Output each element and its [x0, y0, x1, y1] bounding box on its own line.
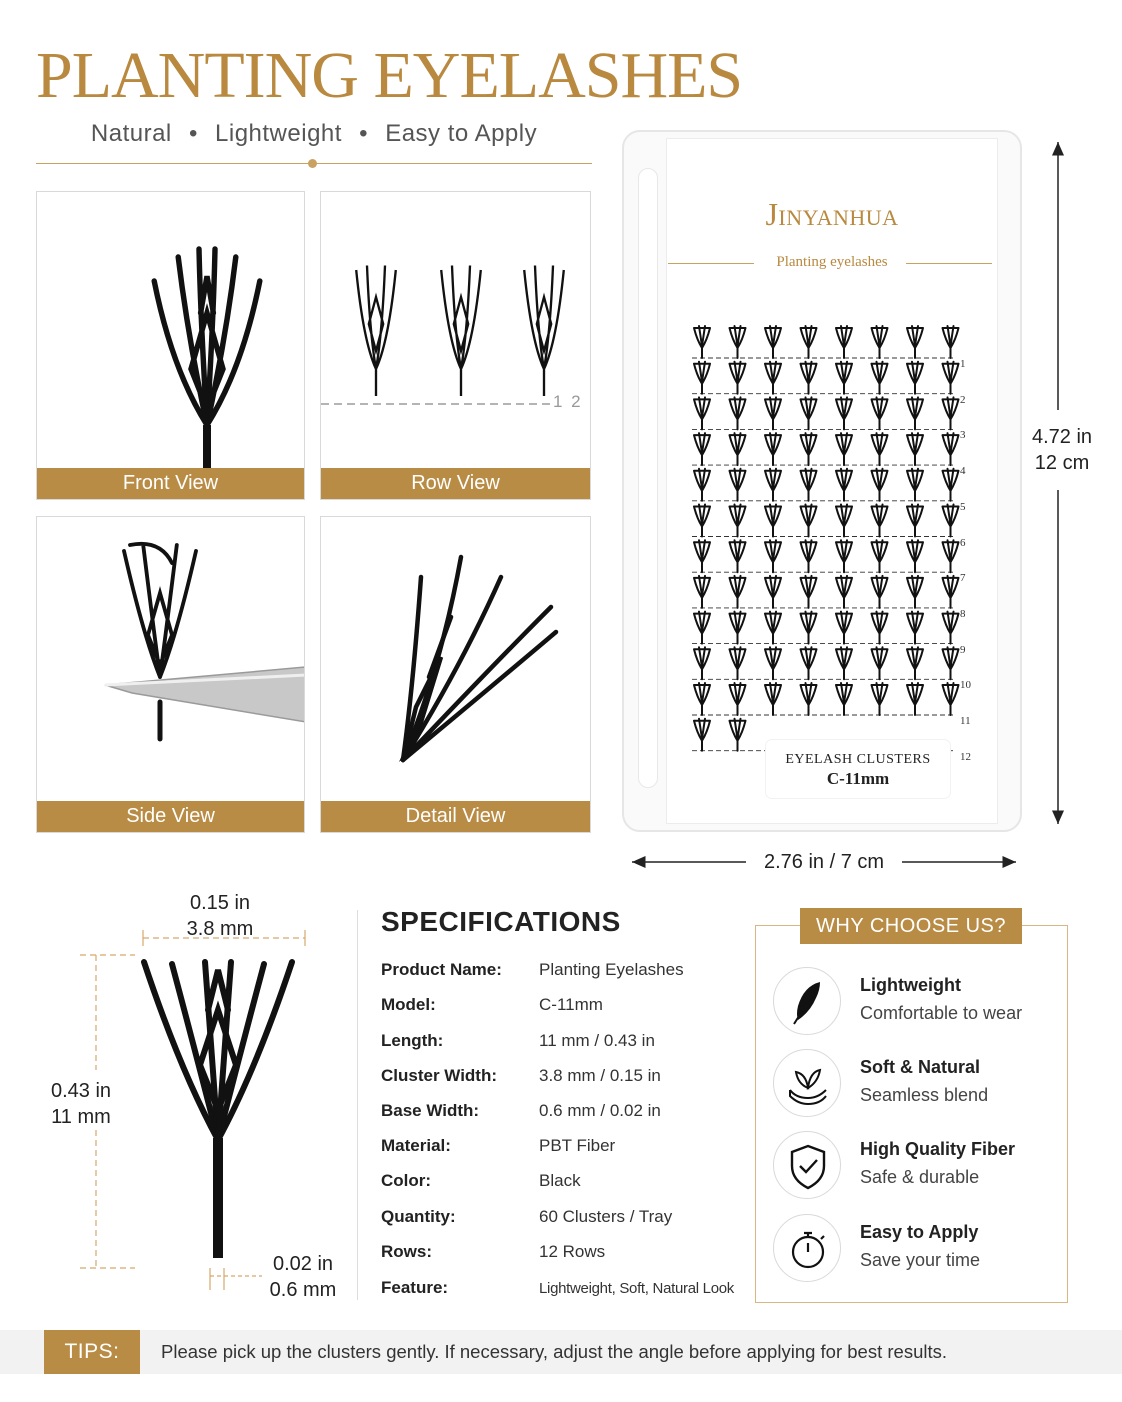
row-view-card	[320, 191, 591, 500]
spec-value: Black	[539, 1171, 581, 1190]
row-view-lash-image	[321, 192, 591, 472]
tray-cluster	[694, 505, 710, 537]
spec-key: Product Name:	[381, 960, 502, 979]
tray-cluster	[907, 433, 923, 465]
spec-key: Color:	[381, 1171, 432, 1190]
detail-view-card	[320, 516, 591, 833]
tray-cluster	[765, 469, 781, 501]
spec-key: Model:	[381, 995, 436, 1014]
front-view-card	[36, 191, 305, 500]
tray-cluster	[836, 469, 852, 501]
tray-cluster	[765, 505, 781, 537]
subtitle-separator: •	[359, 120, 369, 147]
tray-label-line1: EYELASH CLUSTERS	[785, 752, 931, 767]
row-view-label: Row View	[321, 468, 590, 499]
tray-cluster	[730, 469, 746, 501]
spec-value: 3.8 mm / 0.15 in	[539, 1066, 661, 1085]
tray-row-number: 3	[960, 429, 966, 442]
tray-label-line2: C-11mm	[826, 769, 890, 788]
tray-cluster	[730, 647, 746, 679]
tray-cluster	[694, 647, 710, 679]
spec-key: Length:	[381, 1031, 444, 1050]
tray-cluster	[872, 433, 888, 465]
subtitle	[36, 120, 592, 148]
cluster-width-label	[170, 890, 270, 942]
subtitle-item-easy: Easy to Apply	[385, 120, 538, 147]
tray-cluster	[730, 576, 746, 608]
tray-cluster	[730, 326, 746, 358]
tray-cluster	[836, 362, 852, 394]
spec-value: Planting Eyelashes	[539, 960, 684, 979]
tray-cluster	[730, 505, 746, 537]
side-view-card	[36, 516, 305, 833]
tray-cluster	[801, 683, 817, 715]
tray-cluster	[694, 683, 710, 715]
tray-cluster	[765, 433, 781, 465]
tray-cluster	[872, 469, 888, 501]
why-item-soft	[773, 1049, 1063, 1119]
why-item-quality	[773, 1131, 1063, 1201]
tray-row-number: 11	[960, 715, 971, 727]
brand-logo	[666, 196, 998, 233]
tray-cluster	[730, 397, 746, 429]
tray-cluster	[907, 540, 923, 572]
tray-cluster	[872, 326, 888, 358]
tray-cluster	[907, 362, 923, 394]
specifications-title: SPECIFICATIONS	[381, 906, 621, 937]
tray-cluster	[943, 469, 959, 501]
tray-cluster	[943, 433, 959, 465]
tray-cluster	[836, 683, 852, 715]
detail-view-lash-image	[321, 517, 591, 803]
spec-row	[381, 1136, 751, 1166]
spec-key: Feature:	[381, 1278, 449, 1297]
cluster-base-mm: 0.6 mm	[269, 1279, 337, 1301]
tray-height-in: 4.72 in	[1031, 426, 1093, 448]
tray-cluster	[907, 469, 923, 501]
cluster-width-in: 0.15 in	[189, 892, 251, 914]
tray-row-number: 10	[960, 679, 971, 692]
spec-key: Base Width:	[381, 1101, 480, 1120]
tray-cluster	[765, 576, 781, 608]
tray-cluster	[801, 433, 817, 465]
tray-product-label	[766, 740, 950, 798]
spec-divider	[357, 910, 358, 1300]
page-title: PLANTING EYELASHES	[36, 39, 743, 112]
side-view-label: Side View	[37, 801, 304, 832]
tray-cluster	[730, 540, 746, 572]
tray-cluster	[694, 540, 710, 572]
tray-cluster	[943, 576, 959, 608]
why-item-heading: Lightweight	[860, 975, 961, 995]
tray-cluster	[836, 397, 852, 429]
spec-row	[381, 1171, 751, 1201]
tray-cluster	[694, 397, 710, 429]
tray-cluster	[801, 612, 817, 644]
subtitle-separator: •	[188, 120, 198, 147]
tray-row-number: 6	[960, 536, 966, 549]
why-item-sub: Save your time	[860, 1250, 981, 1270]
spec-row	[381, 1031, 751, 1061]
tray-cluster	[801, 647, 817, 679]
tray-cluster	[801, 540, 817, 572]
tray-cluster	[694, 433, 710, 465]
front-view-label: Front View	[37, 468, 304, 499]
tray-cluster	[801, 326, 817, 358]
tray-cluster	[730, 719, 746, 751]
front-view-lash-image	[37, 192, 305, 472]
why-item-lightweight	[773, 967, 1063, 1037]
tray-cluster	[765, 362, 781, 394]
spec-row	[381, 1278, 751, 1308]
spec-key: Cluster Width:	[381, 1066, 498, 1085]
tray-cluster	[943, 540, 959, 572]
tray-cluster	[801, 505, 817, 537]
tray-cluster	[872, 397, 888, 429]
tray-cluster	[730, 612, 746, 644]
tray-cluster	[907, 326, 923, 358]
tray-cluster	[872, 505, 888, 537]
tray-cluster	[836, 576, 852, 608]
subtitle-item-lightweight: Lightweight	[215, 120, 342, 147]
tray-cluster	[907, 612, 923, 644]
tray-cluster	[943, 612, 959, 644]
tray-cluster	[801, 576, 817, 608]
tray-cluster	[943, 397, 959, 429]
tray-cluster	[730, 362, 746, 394]
tray-cluster	[836, 647, 852, 679]
tray-cluster	[765, 540, 781, 572]
tray-row-number: 5	[960, 500, 966, 513]
cluster-width-mm: 3.8 mm	[186, 918, 254, 940]
tips-label: TIPS:	[44, 1330, 140, 1374]
tips-text: Please pick up the clusters gently. If necessary, adjust the angle before applying for best results.	[161, 1341, 947, 1362]
spec-value: PBT Fiber	[539, 1136, 616, 1155]
spec-key: Material:	[381, 1136, 451, 1155]
tray-height-label	[1022, 424, 1102, 476]
tray-cluster	[943, 647, 959, 679]
tray-cluster	[694, 612, 710, 644]
cluster-length-in: 0.43 in	[50, 1080, 112, 1102]
why-item-sub: Seamless blend	[860, 1085, 989, 1105]
cluster-length-label	[36, 1078, 126, 1130]
why-item-heading: High Quality Fiber	[860, 1139, 1016, 1159]
detail-view-label: Detail View	[321, 801, 590, 832]
tray-cluster	[694, 362, 710, 394]
tray-width-label: 2.76 in / 7 cm	[763, 851, 885, 873]
stopwatch-icon	[773, 1214, 841, 1282]
tray-row-number: 1	[960, 358, 966, 370]
tray-cluster	[801, 397, 817, 429]
why-item-heading: Easy to Apply	[860, 1222, 979, 1242]
tray-row-number: 7	[960, 572, 966, 585]
spec-row	[381, 1066, 751, 1096]
spec-value: 60 Clusters / Tray	[539, 1207, 673, 1226]
tray-slot	[638, 168, 658, 788]
tray-cluster	[730, 683, 746, 715]
feather-icon	[773, 967, 841, 1035]
tray-cluster	[943, 326, 959, 358]
tray-cluster	[872, 362, 888, 394]
tray-cluster	[872, 612, 888, 644]
brand-name: INYANHUA	[778, 205, 899, 230]
tray-cluster	[907, 576, 923, 608]
tray-cluster	[872, 647, 888, 679]
tray-cluster	[694, 576, 710, 608]
tray-cluster	[943, 362, 959, 394]
tray-row-number: 8	[960, 607, 966, 620]
why-item-easy	[773, 1214, 1063, 1284]
tray-height-cm: 12 cm	[1034, 452, 1090, 474]
why-item-sub: Safe & durable	[860, 1167, 980, 1187]
why-choose-us-title: WHY CHOOSE US?	[800, 908, 1022, 944]
tray-cluster	[836, 433, 852, 465]
tray-cluster	[801, 469, 817, 501]
tray-cluster	[872, 576, 888, 608]
spec-row	[381, 995, 751, 1025]
tray-cluster	[765, 612, 781, 644]
tray-row-number: 12	[960, 750, 971, 763]
side-view-lash-image	[37, 517, 305, 803]
spec-row	[381, 1207, 751, 1237]
tray-cluster	[801, 362, 817, 394]
brand-initial: J	[765, 196, 779, 232]
tray-cluster	[765, 647, 781, 679]
tray-cluster	[907, 683, 923, 715]
spec-value: 11 mm / 0.43 in	[539, 1031, 655, 1050]
tray-cluster	[836, 505, 852, 537]
tray-cluster	[765, 397, 781, 429]
shield-check-icon	[773, 1131, 841, 1199]
tray-cluster	[872, 683, 888, 715]
subtitle-item-natural: Natural	[90, 120, 172, 147]
leaf-hand-icon	[773, 1049, 841, 1117]
tray-cluster	[872, 540, 888, 572]
tray-cluster	[943, 505, 959, 537]
tray-cluster	[730, 433, 746, 465]
spec-row	[381, 1242, 751, 1272]
tray-cluster	[694, 719, 710, 751]
tray-cluster	[765, 326, 781, 358]
tray-cluster	[907, 647, 923, 679]
spec-key: Quantity:	[381, 1207, 456, 1226]
tray-cluster	[836, 612, 852, 644]
cluster-base-in: 0.02 in	[272, 1253, 334, 1275]
why-item-heading: Soft & Natural	[860, 1057, 981, 1077]
cluster-length-mm: 11 mm	[51, 1106, 111, 1128]
brand-subtitle: Planting eyelashes	[776, 254, 888, 270]
title-divider-dot	[308, 159, 317, 168]
spec-row	[381, 960, 751, 990]
spec-value: C-11mm	[539, 995, 603, 1014]
tray-cluster	[694, 469, 710, 501]
tray-cluster	[907, 505, 923, 537]
tray-cluster	[836, 326, 852, 358]
spec-row	[381, 1101, 751, 1131]
tray-cluster	[943, 683, 959, 715]
spec-value: 12 Rows	[539, 1242, 606, 1261]
tray-cluster	[694, 326, 710, 358]
tray-row-number: 9	[960, 643, 966, 656]
tray-row-number: 4	[960, 465, 966, 478]
why-item-sub: Comfortable to wear	[860, 1003, 1023, 1023]
spec-value: Lightweight, Soft, Natural Look	[539, 1280, 734, 1297]
row-view-numbers: 1 2	[553, 392, 583, 411]
tray-cluster	[765, 683, 781, 715]
spec-key: Rows:	[381, 1242, 432, 1261]
spec-value: 0.6 mm / 0.02 in	[539, 1101, 661, 1120]
tray-cluster	[836, 540, 852, 572]
cluster-base-label	[258, 1251, 348, 1303]
tray-row-number: 2	[960, 393, 966, 406]
tray-cluster	[907, 397, 923, 429]
tray-cluster-grid	[680, 320, 990, 760]
